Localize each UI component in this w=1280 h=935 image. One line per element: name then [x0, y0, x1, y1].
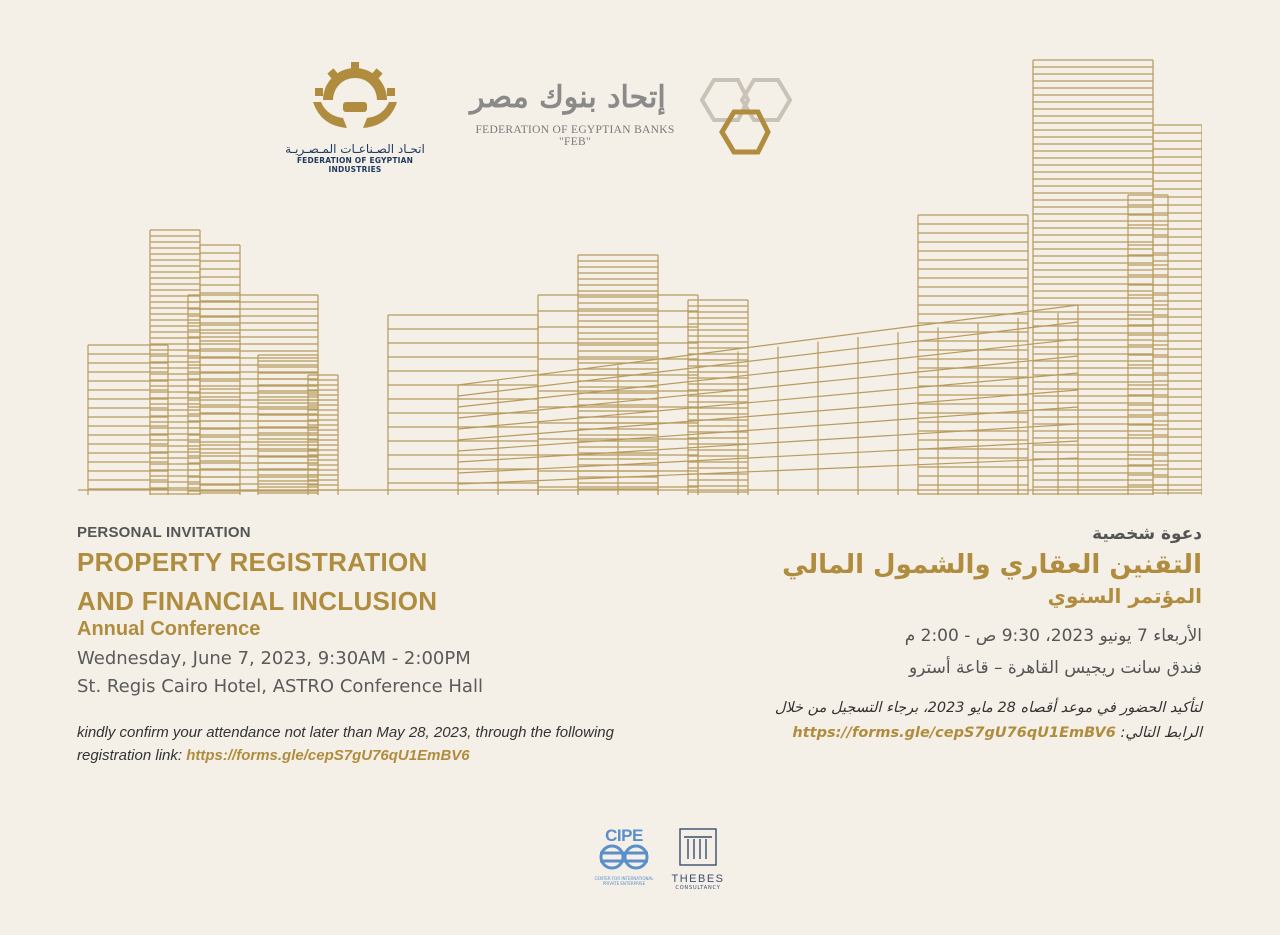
event-subtitle-arabic: المؤتمر السنوي [1047, 584, 1202, 608]
personal-invitation-label-arabic: دعوة شخصية [1092, 524, 1202, 544]
english-invitation [77, 524, 697, 767]
event-title-arabic: التقنين العقاري والشمول المالي [782, 550, 1202, 580]
title-line-2: AND FINANCIAL INCLUSION [77, 586, 438, 616]
rsvp-text: kindly confirm your attendance not later than May 28, 2023, through the following registration link: [77, 724, 614, 764]
arabic-invitation [642, 524, 1202, 746]
registration-link-english[interactable]: https://forms.gle/cepS7gU76qU1EmBV6 [186, 747, 470, 764]
thebes-wordmark: THEBES [671, 873, 725, 885]
rsvp-note-english [77, 721, 667, 767]
event-datetime-english: Wednesday, June 7, 2023, 9:30AM - 2:00PM [77, 648, 471, 669]
event-datetime-arabic: الأربعاء 7 يونيو 2023، 9:30 ص - 2:00 م [904, 626, 1202, 646]
event-title-english [77, 543, 697, 621]
cipe-logo [593, 827, 655, 886]
rsvp-text-arabic: لتأكيد الحضور في موعد أقصاه 28 مايو 2023، برجاء التسجيل من خلال [774, 700, 1202, 716]
globe-icon [594, 844, 654, 870]
personal-invitation-label: PERSONAL INVITATION [77, 524, 251, 541]
thebes-logo [664, 827, 732, 891]
title-line-1: PROPERTY REGISTRATION [77, 547, 428, 577]
feb-english-line1: FEDERATION OF EGYPTIAN BANKS [475, 124, 675, 136]
fei-english-name: FEDERATION OF EGYPTIAN INDUSTRIES [296, 156, 414, 174]
columns-icon [678, 827, 718, 867]
feb-english-line2: "FEB" [559, 136, 591, 148]
rsvp-note-arabic [642, 696, 1202, 746]
rsvp-link-label-arabic: الرابط التالي: [1120, 725, 1202, 741]
cipe-fullname: CENTER FOR INTERNATIONAL PRIVATE ENTERPRISE [594, 876, 654, 886]
cipe-wordmark: CIPE [605, 826, 643, 845]
event-subtitle-english: Annual Conference [77, 618, 261, 640]
skyline-illustration [78, 55, 1202, 495]
event-venue-english: St. Regis Cairo Hotel, ASTRO Conference Hall [77, 676, 483, 697]
thebes-tagline: CONSULTANCY [675, 885, 721, 891]
feb-arabic-name: إتحاد بنوك مصر [470, 80, 666, 115]
event-venue-arabic: فندق سانت ريجيس القاهرة – قاعة أسترو [908, 658, 1202, 678]
registration-link-arabic[interactable]: https://forms.gle/cepS7gU76qU1EmBV6 [792, 725, 1116, 741]
fei-arabic-name: اتحـاد الصـناعـات المـصـريـة [285, 142, 425, 156]
